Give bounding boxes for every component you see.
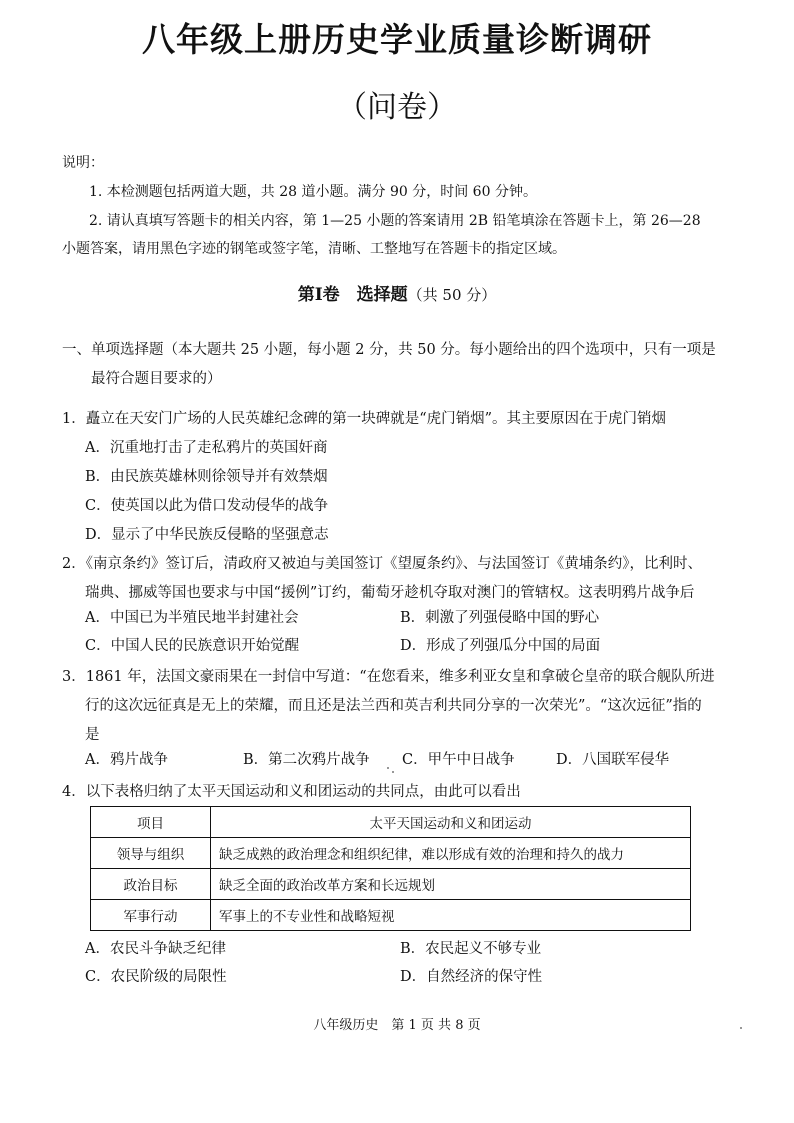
table-row [91,900,691,931]
question-option: A．农民斗争缺乏纪律 [85,941,226,957]
page-subtitle: （问卷） [337,90,457,125]
question-stem: 1．矗立在天安门广场的人民英雄纪念碑的第一块碑就是“虎门销烟”。其主要原因在于虎门销烟 [62,411,667,427]
question-option: C．农民阶级的局限性 [85,969,227,985]
scan-speck [392,771,394,773]
question-stem-continued: 是 [85,727,100,743]
page-footer: 八年级历史 第 1 页 共 8 页 [313,1018,481,1033]
question-option: A．中国已为半殖民地半封建社会 [85,610,299,626]
table-row [91,838,691,869]
table-cell: 军事行动 [91,900,211,931]
question-option: C．甲午中日战争 [402,752,515,768]
question-stem: 4．以下表格归纳了太平天国运动和义和团运动的共同点，由此可以看出 [62,784,521,800]
question-stem: 3．1861 年，法国文豪雨果在一封信中写道：“在您看来，维多利亚女皇和拿破仑皇帝的联合舰队所进 [62,669,715,685]
question-option: D．显示了中华民族反侵略的坚强意志 [85,527,329,543]
table-cell: 政治目标 [91,869,211,900]
table-header-row [91,807,691,838]
question-stem: 2．《南京条约》签订后，清政府又被迫与美国签订《望厦条约》、与法国签订《黄埔条约》，比利时、 [62,556,702,572]
question-option: B．第二次鸦片战争 [243,752,370,768]
question-option: A．鸦片战争 [85,752,168,768]
instructions-label: 说明： [62,155,104,171]
section-title [0,280,794,305]
question-option: D．形成了列强瓜分中国的局面 [400,638,601,654]
table-cell: 军事上的不专业性和战略短视 [211,900,691,931]
table-cell: 领导与组织 [91,838,211,869]
part-heading-line-2: 最符合题目要求的） [91,371,222,387]
page-title: 八年级上册历史学业质量诊断调研 [142,20,652,59]
question-option: B．农民起义不够专业 [400,941,542,957]
part-heading-line-1: 一、单项选择题（本大题共 25 小题，每小题 2 分，共 50 分。每小题给出的四个选项中，只有一项是 [62,342,716,358]
section-title-note: （共 50 分） [407,286,497,304]
table-row [91,869,691,900]
section-title-main: 第Ⅰ卷 选择题 [297,285,408,305]
instructions-item-2-line-2: 小题答案，请用黑色字迹的钢笔或签字笔，清晰、工整地写在答题卡的指定区域。 [62,241,566,257]
table-cell: 缺乏成熟的政治理念和组织纪律，难以形成有效的治理和持久的战力 [211,838,691,869]
question-stem-continued: 行的这次远征真是无上的荣耀，而且还是法兰西和英吉利共同分享的一次荣光”。“这次远征”指的 [85,698,702,714]
question-option: D．自然经济的保守性 [400,969,543,985]
question-stem-continued: 瑞典、挪威等国也要求与中国“援例”订约，葡萄牙趁机夺取对澳门的管辖权。这表明鸦片战争后 [85,585,695,601]
question-option: A．沉重地打击了走私鸦片的英国奸商 [85,440,328,456]
instructions-item-1: 1. 本检测题包括两道大题，共 28 道小题。满分 90 分，时间 60 分钟。 [89,184,537,200]
comparison-table [90,806,691,931]
scan-speck [387,767,389,769]
table-cell: 缺乏全面的政治改革方案和长远规划 [211,869,691,900]
instructions-item-2-line-1: 2. 请认真填写答题卡的相关内容，第 1—25 小题的答案请用 2B 铅笔填涂在答题卡上，第 26—28 [89,213,701,229]
table-header-cell: 项目 [91,807,211,838]
question-option: C．中国人民的民族意识开始觉醒 [85,638,300,654]
question-option: B．刺激了列强侵略中国的野心 [400,610,600,626]
question-option: C．使英国以此为借口发动侵华的战争 [85,498,329,514]
question-option: D．八国联军侵华 [556,752,670,768]
table-header-cell: 太平天国运动和义和团运动 [211,807,691,838]
scan-speck [740,1027,742,1029]
question-option: B．由民族英雄林则徐领导并有效禁烟 [85,469,328,485]
